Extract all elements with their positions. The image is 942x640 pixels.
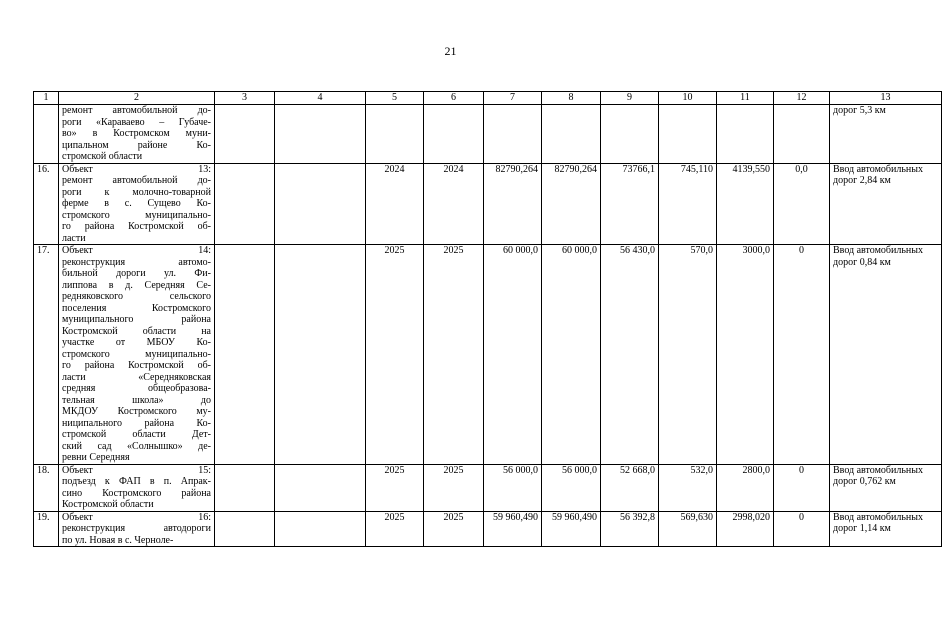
description-line: го района Костромской об-: [62, 360, 211, 371]
description-line: бильной дороги ул. Фи-: [62, 268, 211, 279]
value-cell-c7: [484, 105, 542, 164]
description-line: Костромской области на: [62, 325, 211, 337]
header-row: [34, 92, 942, 105]
value-cell-c3: [215, 105, 275, 164]
value-cell-c10: 532,0: [659, 464, 717, 511]
value-cell-c12: 0: [774, 245, 830, 465]
description-line: участке от МБОУ Ко-: [62, 337, 211, 348]
value-cell-c9: [601, 105, 659, 164]
description-line: сино Костромского района: [62, 487, 211, 499]
result-cell: Ввод автомобильных дорог 0,762 км: [830, 464, 942, 511]
value-cell-c11: [717, 105, 774, 164]
value-cell-c5: 2025: [366, 245, 424, 465]
value-cell-c4: [275, 511, 366, 547]
value-cell-c5: 2025: [366, 464, 424, 511]
table-row: [34, 105, 942, 164]
value-cell-c7: 59 960,490: [484, 511, 542, 547]
description-line: ниципального района Ко-: [62, 417, 211, 429]
value-cell-c5: 2025: [366, 511, 424, 547]
value-cell-c9: 73766,1: [601, 163, 659, 245]
value-cell-c12: 0: [774, 511, 830, 547]
table-row: [34, 511, 942, 547]
description-line: Объект 14:: [62, 245, 211, 256]
row-number-cell: 19.: [34, 511, 59, 547]
description-line: ский сад «Солнышко» де-: [62, 440, 211, 452]
value-cell-c6: [424, 105, 484, 164]
page-number: 21: [444, 44, 457, 58]
value-cell-c8: [542, 105, 601, 164]
object-description-cell: [59, 511, 215, 547]
value-cell-c10: 570,0: [659, 245, 717, 465]
header-cell: 11: [717, 92, 774, 105]
value-cell-c10: 569,630: [659, 511, 717, 547]
value-cell-c10: [659, 105, 717, 164]
object-description-cell: [59, 464, 215, 511]
table-row: [34, 464, 942, 511]
description-line: тельная школа» до: [62, 394, 211, 406]
description-line: Объект 16:: [62, 511, 211, 523]
description-line: муниципального района: [62, 314, 211, 325]
value-cell-c3: [215, 511, 275, 547]
description-line: МКДОУ Костромского му-: [62, 406, 211, 417]
value-cell-c8: 56 000,0: [542, 464, 601, 511]
header-cell: 8: [542, 92, 601, 105]
description-line: роги к молочно-товарной: [62, 186, 211, 198]
result-cell: дорог 5,3 км: [830, 105, 942, 164]
header-cell: 13: [830, 92, 942, 105]
value-cell-c11: 2998,020: [717, 511, 774, 547]
value-cell-c12: [774, 105, 830, 164]
header-cell: 3: [215, 92, 275, 105]
description-line: ласти: [62, 232, 86, 244]
value-cell-c7: 56 000,0: [484, 464, 542, 511]
value-cell-c8: 60 000,0: [542, 245, 601, 465]
value-cell-c6: 2024: [424, 163, 484, 245]
description-line: роги «Караваево – Губаче-: [62, 116, 211, 128]
value-cell-c11: 2800,0: [717, 464, 774, 511]
value-cell-c6: 2025: [424, 245, 484, 465]
value-cell-c3: [215, 245, 275, 465]
description-line: ремонт автомобильной до-: [62, 175, 211, 186]
description-line: стромской области Дет-: [62, 429, 211, 440]
description-line: средняя общеобразова-: [62, 383, 211, 394]
description-line: липпова в д. Середняя Се-: [62, 279, 211, 291]
header-cell: 6: [424, 92, 484, 105]
table-row: [34, 163, 942, 245]
table-body: [34, 92, 942, 547]
row-number-cell: [34, 105, 59, 164]
value-cell-c3: [215, 163, 275, 245]
table-row: [34, 245, 942, 465]
value-cell-c10: 745,110: [659, 163, 717, 245]
header-cell: 2: [59, 92, 215, 105]
value-cell-c12: 0: [774, 464, 830, 511]
description-line: поселения Костромского: [62, 302, 211, 314]
row-number-cell: 17.: [34, 245, 59, 465]
header-cell: 1: [34, 92, 59, 105]
header-cell: 4: [275, 92, 366, 105]
object-description-cell: [59, 105, 215, 164]
description-line: Объект 13:: [62, 163, 211, 175]
description-line: во» в Костромском муни-: [62, 128, 211, 139]
value-cell-c7: 60 000,0: [484, 245, 542, 465]
description-line: реконструкция автомо-: [62, 256, 211, 268]
description-line: стромской области: [62, 151, 143, 162]
value-cell-c5: 2024: [366, 163, 424, 245]
result-cell: Ввод автомобильных дорог 1,14 км: [830, 511, 942, 547]
value-cell-c4: [275, 105, 366, 164]
header-cell: 12: [774, 92, 830, 105]
header-cell: 9: [601, 92, 659, 105]
value-cell-c5: [366, 105, 424, 164]
value-cell-c9: 56 392,8: [601, 511, 659, 547]
description-line: ферме в с. Сущево Ко-: [62, 198, 211, 209]
header-cell: 7: [484, 92, 542, 105]
description-line: реконструкция автодороги: [62, 523, 211, 534]
value-cell-c12: 0,0: [774, 163, 830, 245]
value-cell-c11: 3000,0: [717, 245, 774, 465]
object-description-cell: [59, 245, 215, 465]
result-cell: Ввод автомобильных дорог 2,84 км: [830, 163, 942, 245]
value-cell-c4: [275, 163, 366, 245]
row-number-cell: 18.: [34, 464, 59, 511]
value-cell-c3: [215, 464, 275, 511]
value-cell-c8: 82790,264: [542, 163, 601, 245]
program-table: [33, 91, 942, 547]
object-description-cell: [59, 163, 215, 245]
description-line: стромского муниципально-: [62, 348, 211, 360]
header-cell: 10: [659, 92, 717, 105]
value-cell-c11: 4139,550: [717, 163, 774, 245]
description-line: ласти «Середняковская: [62, 371, 211, 383]
value-cell-c6: 2025: [424, 511, 484, 547]
value-cell-c4: [275, 464, 366, 511]
value-cell-c9: 56 430,0: [601, 245, 659, 465]
description-line: го района Костромской об-: [62, 221, 211, 232]
description-line: подъезд к ФАП в п. Апрак-: [62, 476, 211, 487]
description-line: стромского муниципально-: [62, 209, 211, 221]
value-cell-c8: 59 960,490: [542, 511, 601, 547]
description-line: ревни Середняя: [62, 452, 130, 463]
description-line: Объект 15:: [62, 464, 211, 476]
value-cell-c7: 82790,264: [484, 163, 542, 245]
header-cell: 5: [366, 92, 424, 105]
value-cell-c4: [275, 245, 366, 465]
description-line: ремонт автомобильной до-: [62, 105, 211, 116]
value-cell-c9: 52 668,0: [601, 464, 659, 511]
description-line: по ул. Новая в с. Черноле-: [62, 534, 174, 546]
description-line: редняковского сельского: [62, 291, 211, 302]
value-cell-c6: 2025: [424, 464, 484, 511]
row-number-cell: 16.: [34, 163, 59, 245]
description-line: ципальном районе Ко-: [62, 139, 211, 151]
result-cell: Ввод автомобильных дорог 0,84 км: [830, 245, 942, 465]
description-line: Костромской области: [62, 499, 154, 510]
